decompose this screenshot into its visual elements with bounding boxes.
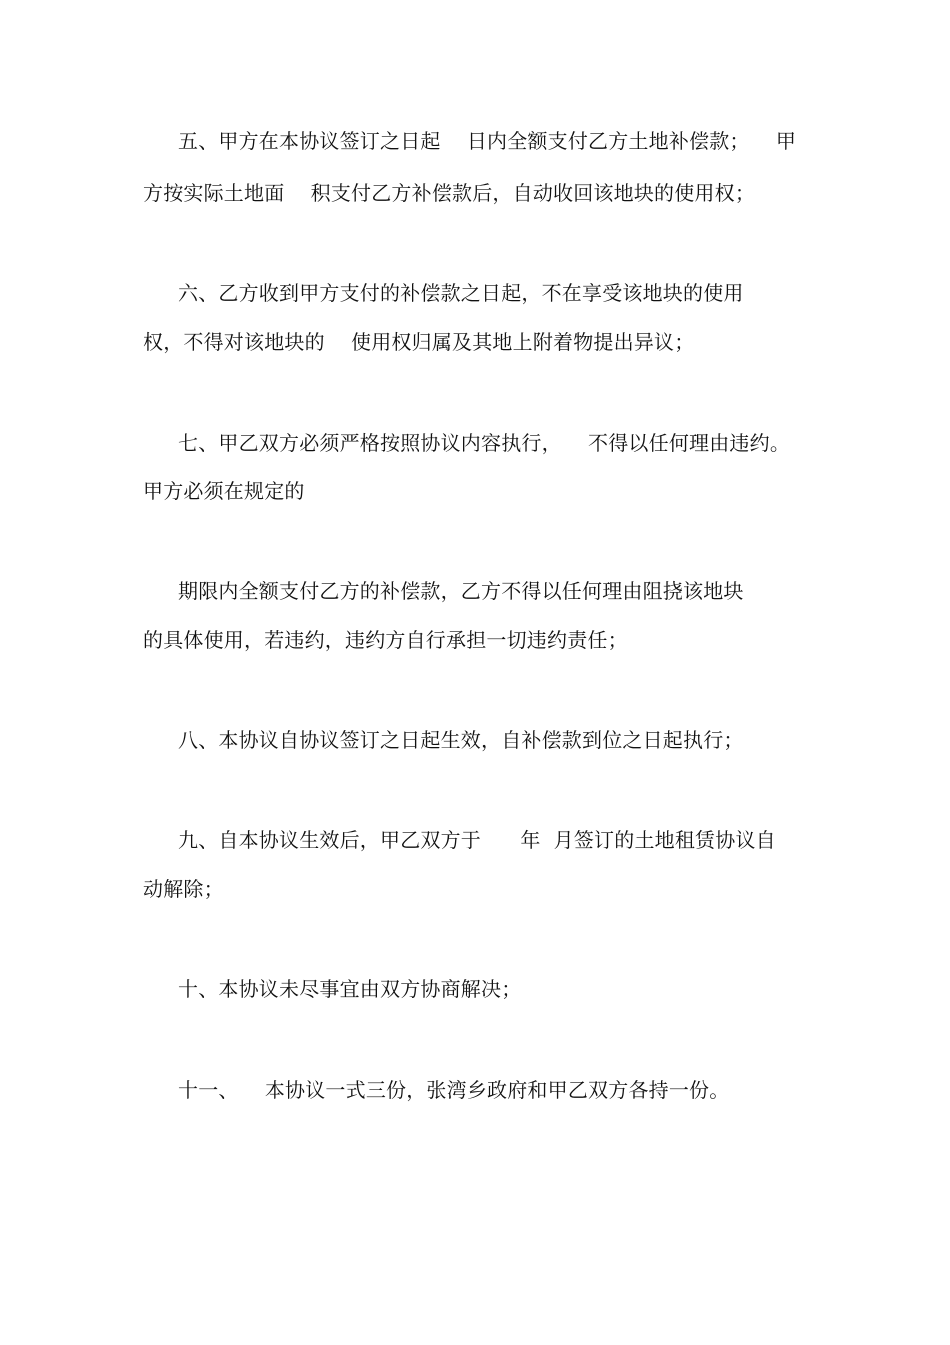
clause-7-line-1: 七、甲乙双方必须严格按照协议内容执行， 不得以任何理由违约。 bbox=[178, 431, 791, 455]
clause-6-line-2: 权，不得对该地块的 使用权归属及其地上附着物提出异议； bbox=[143, 330, 695, 354]
clause-5-line-1: 五、甲方在本协议签订之日起 日内全额支付乙方土地补偿款； 甲 bbox=[178, 129, 797, 153]
clause-10-line-1: 十、本协议未尽事宜由双方协商解决； bbox=[178, 977, 522, 1001]
clause-9-line-1: 九、自本协议生效后，甲乙双方于 年 月签订的土地租赁协议自 bbox=[178, 828, 776, 852]
clause-7-line-2: 甲方必须在规定的 bbox=[143, 479, 305, 503]
clause-8-line-1: 八、本协议自协议签订之日起生效，自补偿款到位之日起执行； bbox=[178, 728, 744, 752]
clause-7-cont-line-1: 期限内全额支付乙方的补偿款，乙方不得以任何理由阻挠该地块 bbox=[178, 579, 744, 603]
clause-9-line-2: 动解除； bbox=[143, 877, 224, 901]
clause-7-cont-line-2: 的具体使用，若违约，违约方自行承担一切违约责任； bbox=[143, 628, 628, 652]
clause-6-line-1: 六、乙方收到甲方支付的补偿款之日起，不在享受该地块的使用 bbox=[178, 281, 744, 305]
clause-11-line-1: 十一、 本协议一式三份，张湾乡政府和甲乙双方各持一份。 bbox=[178, 1078, 730, 1102]
clause-5-line-2: 方按实际土地面 积支付乙方补偿款后，自动收回该地块的使用权； bbox=[143, 181, 756, 205]
